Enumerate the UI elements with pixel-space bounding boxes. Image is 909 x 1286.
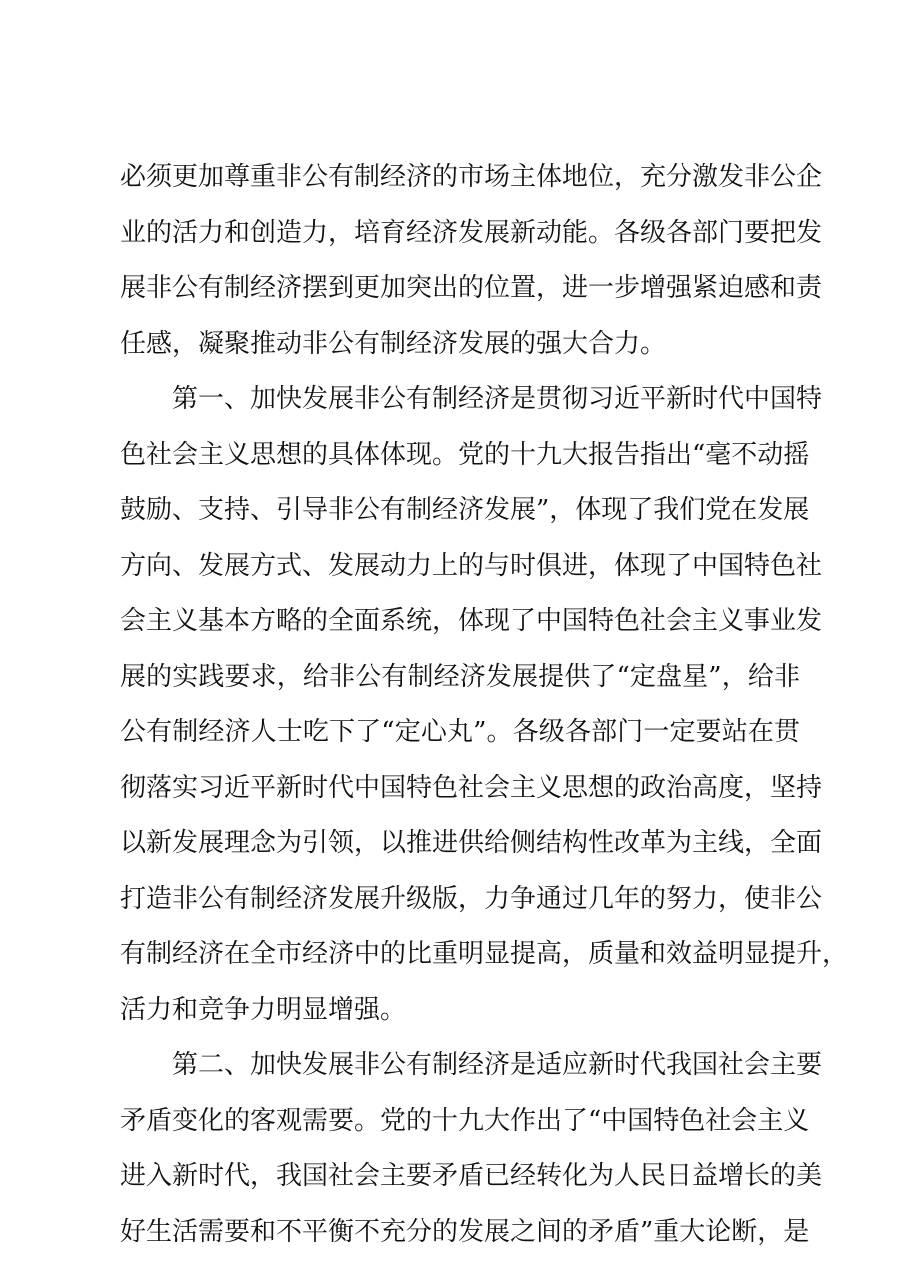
text-line: 彻落实习近平新时代中国特色社会主义思想的政治高度，坚持 (120, 772, 823, 803)
text-line: 必须更加尊重非公有制经济的市场主体地位，充分激发非公企 (120, 162, 823, 192)
text-line: 业的活力和创造力，培育经济发展新动能。各级各部门要把发 (120, 217, 823, 248)
text-line: 展非公有制经济摆到更加突出的位置，进一步增强紧迫感和责 (120, 273, 823, 303)
text-line: 活力和竞争力明显增强。 (120, 994, 407, 1025)
paragraph-1 (120, 150, 823, 372)
text-line: 进入新时代，我国社会主要矛盾已经转化为人民日益增长的美 (120, 1161, 823, 1191)
paragraph-2 (120, 372, 849, 1038)
text-line: 有制经济在全市经济中的比重明显提高，质量和效益明显提升， (120, 939, 849, 969)
text-line: 展的实践要求，给非公有制经济发展提供了“定盘星”，给非 (120, 661, 800, 692)
text-line: 会主义基本方略的全面系统，体现了中国特色社会主义事业发 (120, 606, 823, 636)
text-line: 任感，凝聚推动非公有制经济发展的强大合力。 (120, 328, 667, 359)
text-line: 色社会主义思想的具体体现。党的十九大报告指出“毫不动摇 (120, 439, 810, 470)
text-line: 第二、加快发展非公有制经济是适应新时代我国社会主要 (172, 1050, 823, 1080)
text-line: 鼓励、支持、引导非公有制经济发展”，体现了我们党在发展 (120, 495, 810, 525)
text-line: 以新发展理念为引领，以推进供给侧结构性改革为主线，全面 (120, 828, 823, 858)
text-line: 好生活需要和不平衡不充分的发展之间的矛盾”重大论断，是 (120, 1216, 810, 1247)
text-line: 第一、加快发展非公有制经济是贯彻习近平新时代中国特 (172, 384, 823, 414)
paragraph-3 (120, 1038, 823, 1260)
text-line: 方向、发展方式、发展动力上的与时俱进，体现了中国特色社 (120, 550, 823, 581)
text-line: 矛盾变化的客观需要。党的十九大作出了“中国特色社会主义 (120, 1105, 810, 1136)
document-body (120, 150, 849, 1260)
text-line: 打造非公有制经济发展升级版，力争通过几年的努力，使非公 (120, 883, 823, 914)
text-line: 公有制经济人士吃下了“定心丸”。各级各部门一定要站在贯 (120, 717, 800, 747)
